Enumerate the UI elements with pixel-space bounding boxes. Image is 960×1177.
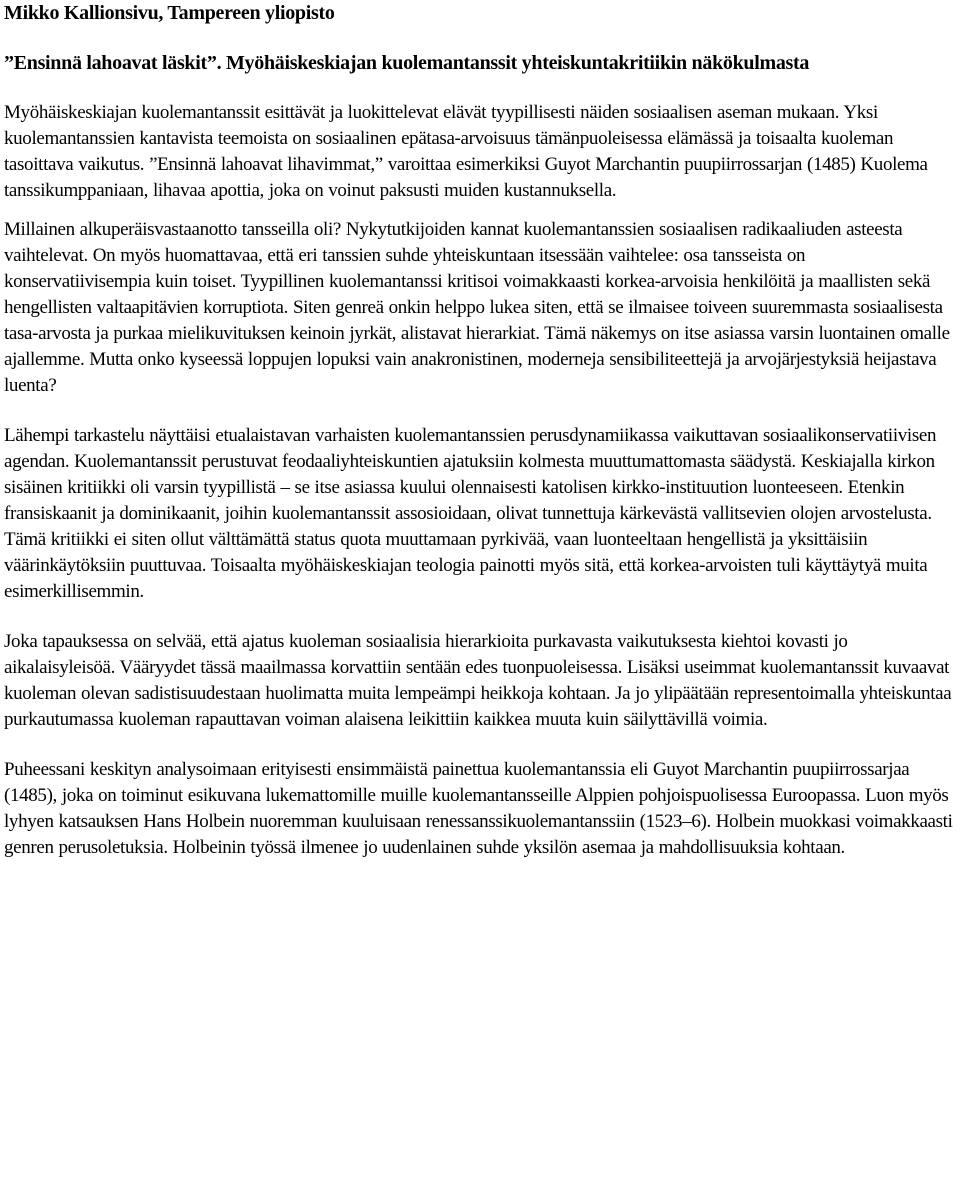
author-line: Mikko Kallionsivu, Tampereen yliopisto bbox=[4, 2, 335, 24]
paragraph-5: Puheessani keskityn analysoimaan erityisesti ensimmäistä painettua kuolemantanssia eli Guyot Marchantin puupiirrossarjaa (1485), joka on toiminut esikuvana lukemattomille muille kuolemantansseille Alppien pohjoispuolisessa Euroopassa. Luon myös lyhyen katsauksen Hans Holbein nuoremman kuuluisaan renessanssikuolemantanssiin (1523–6). Holbein muokkasi voimakkaasti genren perusoletuksia. Holbeinin työssä ilmenee jo uudenlainen suhde yksilön asemaa ja mahdollisuuksia kohtaan. bbox=[4, 759, 953, 858]
paragraph-3: Lähempi tarkastelu näyttäisi etualaistavan varhaisten kuolemantanssien perusdynamiikassa vaikuttavan sosiaalikonservatiivisen agendan. Kuolemantanssit perustuvat feodaaliyhteiskuntien ajatuksiin kolmesta muuttumattomasta säädystä. Keskiajalla kirkon sisäinen kritiikki oli varsin tyypillistä – se itse asiassa kuului olennaisesti katolisen kirkko-instituution luonteeseen. Etenkin fransiskaanit ja dominikaanit, joihin kuolemantanssit assosioidaan, olivat tunnettuja kärkevästä vallitsevien olojen arvostelusta. Tämä kritiikki ei siten ollut välttämättä status quota muuttamaan pyrkivää, vaan luonteeltaan hengellistä ja yksittäisiin väärinkäytöksiin puuttuvaa. Toisaalta myöhäiskeskiajan teologia painotti myös sitä, että korkea-arvoisten tuli käyttäytyä muita esimerkillisemmin. bbox=[4, 425, 937, 602]
paragraph-1: Myöhäiskeskiajan kuolemantanssit esittävät ja luokittelevat elävät tyypillisesti näiden sosiaalisen aseman mukaan. Yksi kuolemantanssien kantavista teemoista on sosiaalinen epätasa-arvoisuus tämänpuoleisessa elämässä ja toisaalta kuoleman tasoittava vaikutus. ”Ensinnä lahoavat lihavimmat,” varoittaa esimerkiksi Guyot Marchantin puupiirrossarjan (1485) Kuolema tanssikumppaniaan, lihavaa apottia, joka on voinut paksusti muiden kustannuksella. bbox=[4, 102, 928, 201]
paragraph-2: Millainen alkuperäisvastaanotto tansseilla oli? Nykytutkijoiden kannat kuolemantanssien sosiaalisen radikaaliuden asteesta vaihtelevat. On myös huomattavaa, että eri tanssien suhde yhteiskuntaan itsessään vaihtelee: osa tansseista on konservatiivisempia kuin toiset. Tyypillinen kuolemantanssi kritisoi voimakkaasti korkea-arvoisia henkilöitä ja maallisten sekä hengellisten valtaapitävien korruptiota. Siten genreä onkin helppo lukea siten, että se ilmaisee toiveen suuremmasta sosiaalisesta tasa-arvosta ja purkaa mielikuvituksen keinoin jyrkät, alistavat hierarkiat. Tämä näkemys on itse asiassa varsin luontainen omalle ajallemme. Mutta onko kyseessä loppujen lopuksi vain anakronistinen, moderneja sensibiliteettejä ja arvojärjestyksiä heijastava luenta? bbox=[4, 219, 950, 396]
document-title: ”Ensinnä lahoavat läskit”. Myöhäiskeskiajan kuolemantanssit yhteiskuntakritiikin näkökulmasta bbox=[4, 52, 810, 74]
paragraph-4: Joka tapauksessa on selvää, että ajatus kuoleman sosiaalisia hierarkioita purkavasta vaikutuksesta kiehtoi kovasti jo aikalaisyleisöä. Vääryydet tässä maailmassa korvattiin sentään edes tuonpuoleisessa. Lisäksi useimmat kuolemantanssit kuvaavat kuoleman olevan sadistisuudestaan huolimatta muita lempeämpi heikkoja kohtaan. Ja jo ylipäätään representoimalla yhteiskuntaa purkautumassa kuoleman rapauttavan voiman alaisena leikittiin kaikkea muuta kuin säilyttävillä voimia. bbox=[4, 631, 952, 730]
